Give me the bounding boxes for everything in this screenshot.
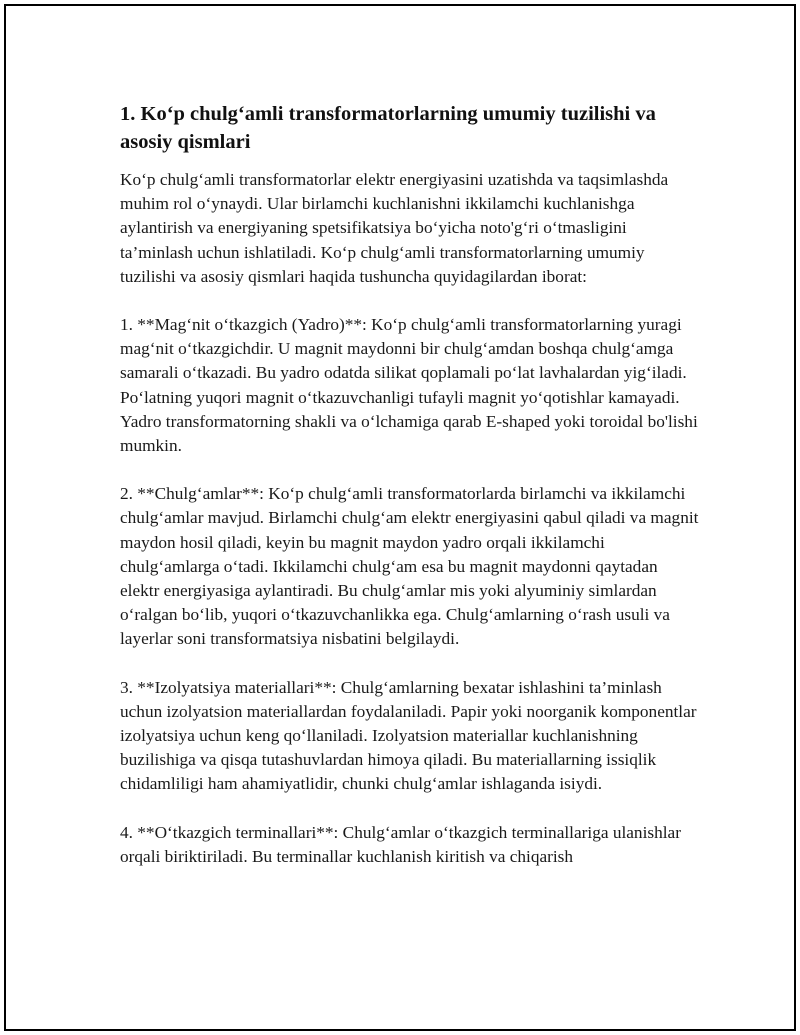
paragraph-insulation: 3. **Izolyatsiya materiallari**: Chulg‘amlarning bexatar ishlashini ta’minlash uchun izolyatsion materiallardan foydalaniladi. Papir yoki noorganik komponentlar izolyatsiya uchun keng qo‘llaniladi. Izolyatsion materiallar kuchlanishning buzilishiga va qisqa tutashuvlardan himoya qiladi. Bu materiallarning issiqlik chidamliligi ham ahamiyatlidir, chunki chulg‘amlar ishlaganda isiydi.: [120, 677, 697, 794]
paragraph-magnetic-core: 1. **Mag‘nit o‘tkazgich (Yadro)**: Ko‘p chulg‘amli transformatorlarning yuragi mag‘nit o‘tkazgichdir. U magnit maydonni bir chulg‘amdan boshqa chulg‘amga samarali o‘tkazadi. Bu yadro odatda silikat qoplamali po‘lat lavhalardan yig‘iladi. Po‘latning yuqori magnit o‘tkazuvchanligi tufayli magnit yo‘qotishlar kamayadi. Yadro transformatorning shakli va o‘lchamiga qarab E-shaped yoki toroidal bo'lishi mumkin.: [120, 315, 698, 456]
paragraph-terminals: 4. **O‘tkazgich terminallari**: Chulg‘amlar o‘tkazgich terminallariga ulanishlar orqali biriktiriladi. Bu terminallar kuchlanish kiritish va chiqarish: [120, 822, 681, 866]
paragraph-windings: 2. **Chulg‘amlar**: Ko‘p chulg‘amli transformatorlarda birlamchi va ikkilamchi chulg‘amlar mavjud. Birlamchi chulg‘am elektr energiyasini qabul qiladi va magnit maydon hosil qiladi, keyin bu magnit maydon yadro orqali ikkilamchi chulg‘amlarga o‘tadi. Ikkilamchi chulg‘am esa bu magnit maydonni qaytadan elektr energiyasiga aylantiradi. Bu chulg‘amlar mis yoki alyuminiy simlardan o‘ralgan bo‘lib, yuqori o‘tkazuvchanlikka ega. Chulg‘amlarning o‘rash usuli va layerlar soni transformatsiya nisbatini belgilaydi.: [120, 484, 699, 649]
section-heading: 1. Ko‘p chulg‘amli transformatorlarning umumiy tuzilishi va asosiy qismlari: [120, 103, 656, 153]
document-page: [4, 4, 796, 1031]
intro-paragraph: Ko‘p chulg‘amli transformatorlar elektr energiyasini uzatishda va taqsimlashda muhim rol o‘ynaydi. Ular birlamchi kuchlanishni ikkilamchi kuchlanishga aylantirish va energiyaning spetsifikatsiya bo‘yicha noto'g‘ri o‘tmasligini ta’minlash uchun ishlatiladi. Ko‘p chulg‘amli transformatorlarning umumiy tuzilishi va asosiy qismlari haqida tushuncha quyidagilardan iborat:: [120, 170, 669, 286]
document-body: [120, 100, 700, 893]
